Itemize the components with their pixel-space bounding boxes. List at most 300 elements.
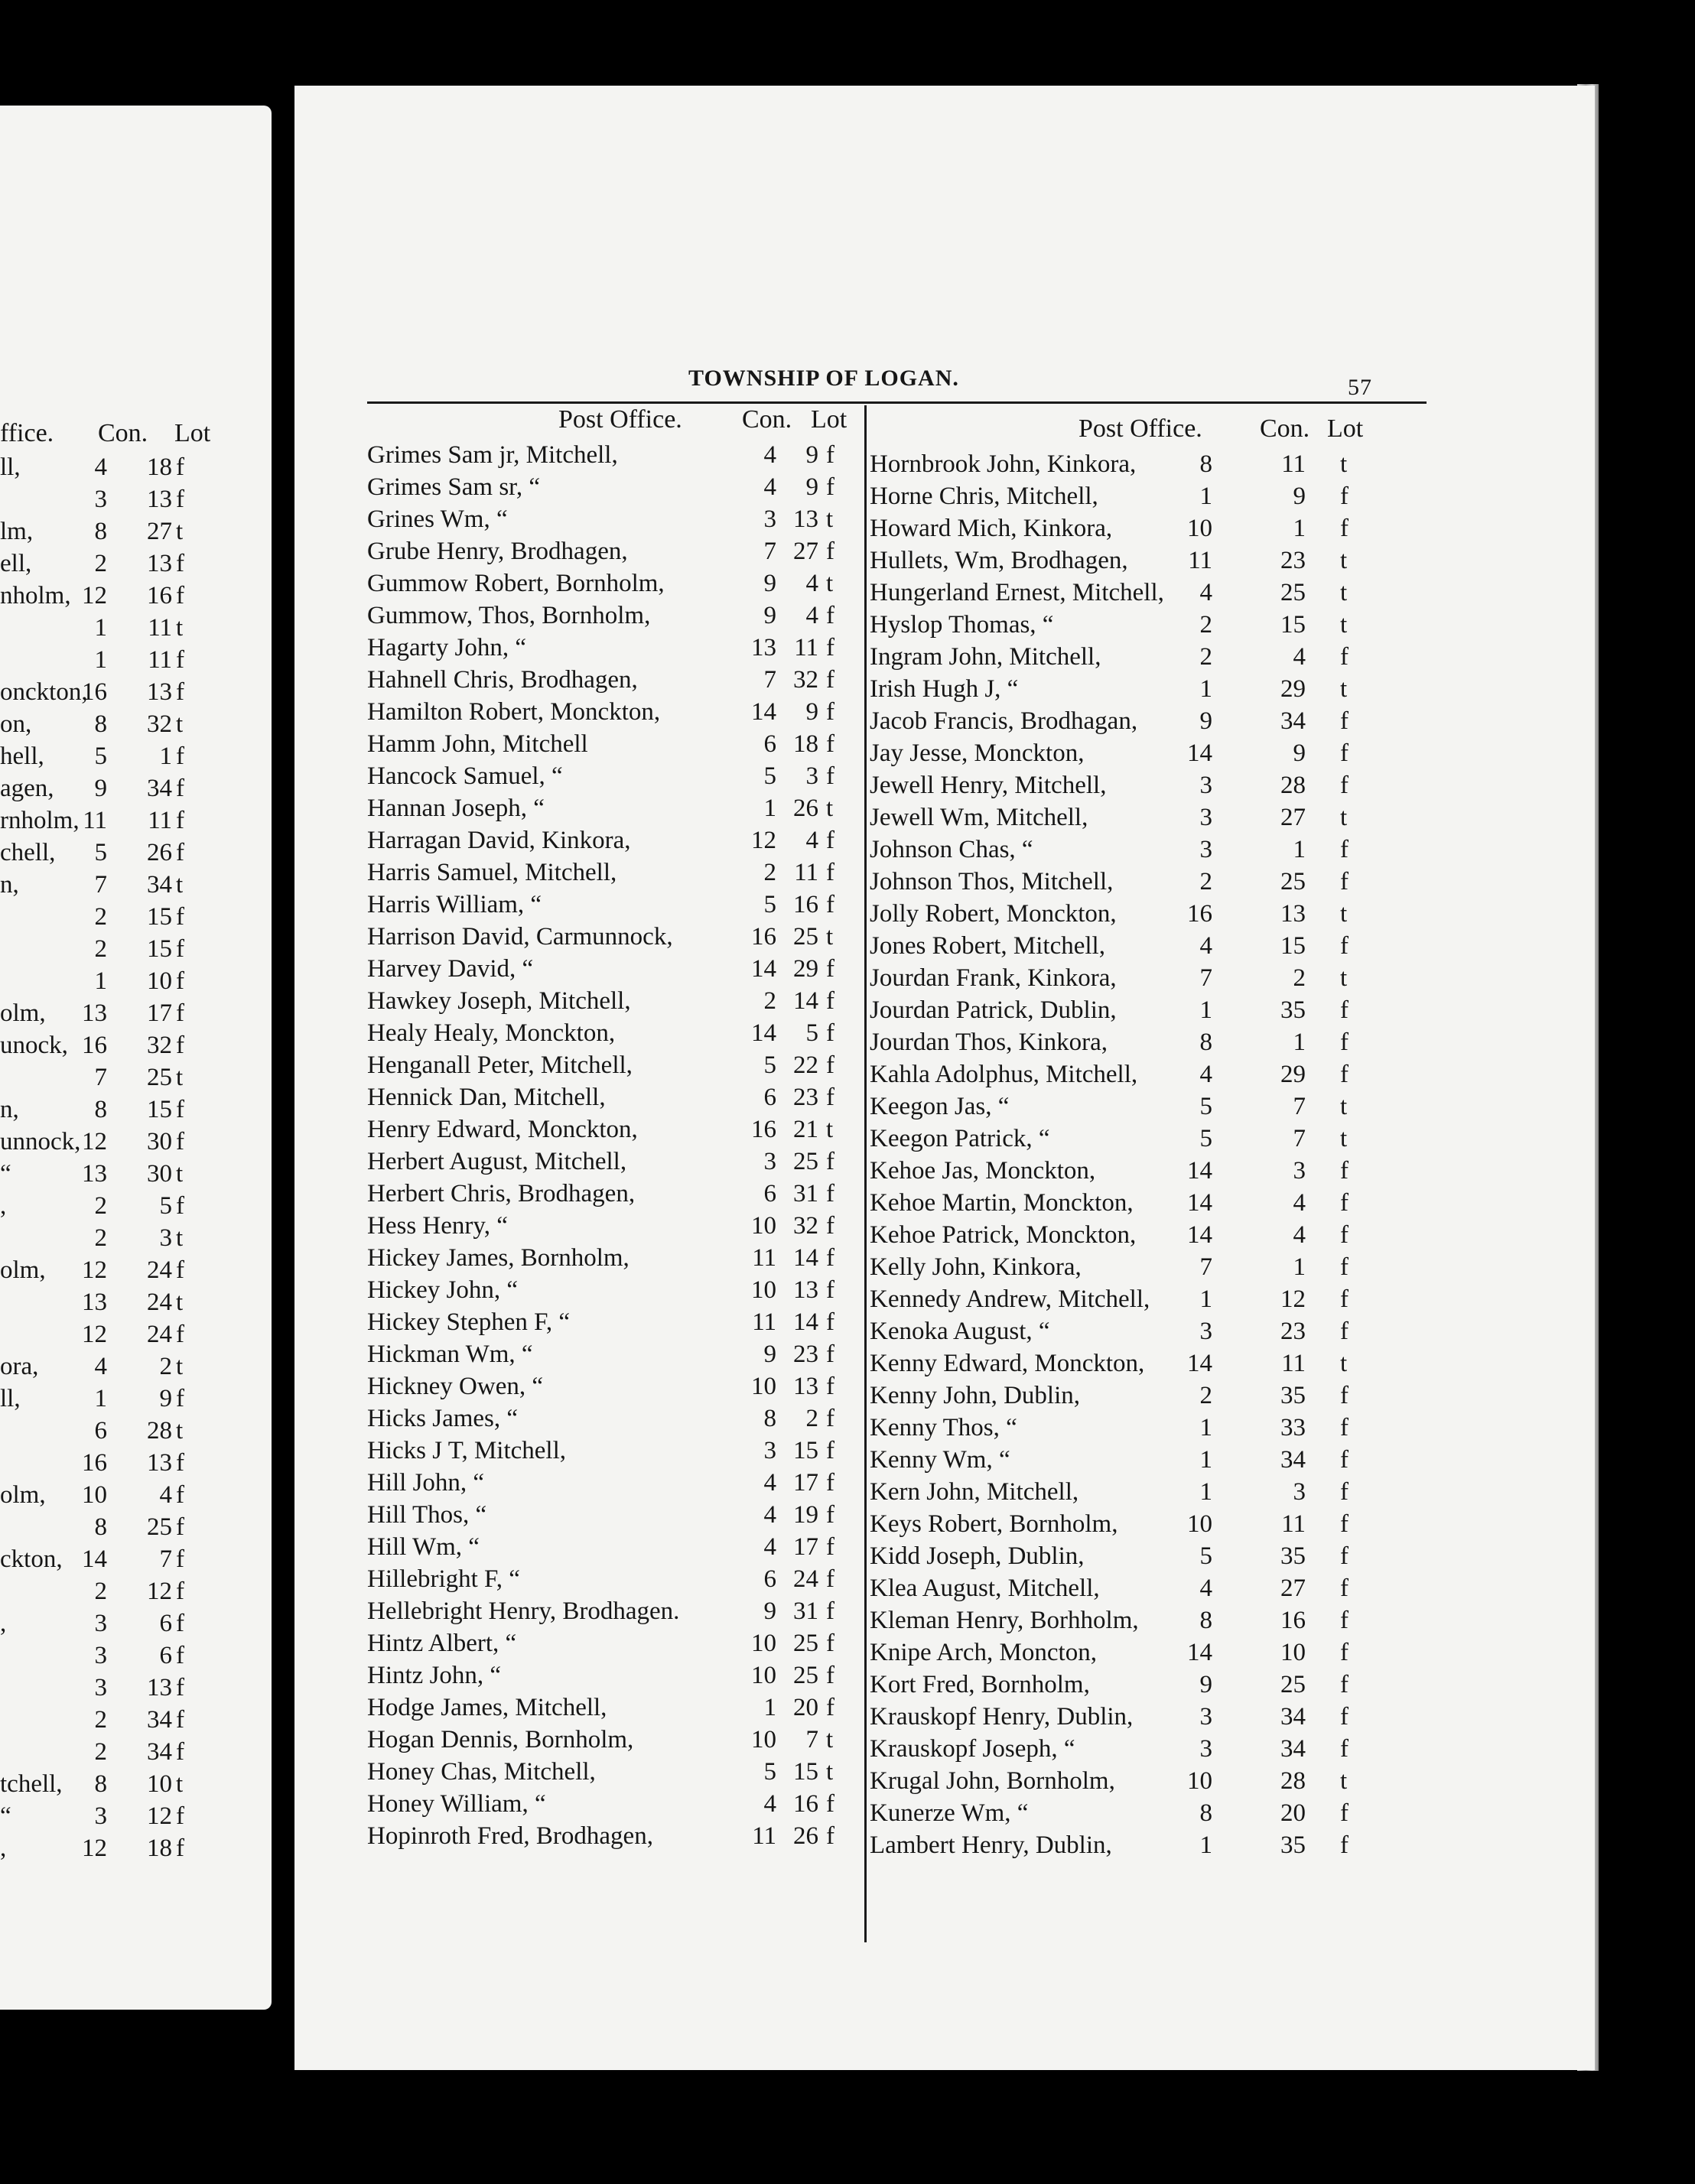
status-cell: t (1340, 804, 1348, 831)
status-cell: f (826, 1276, 834, 1304)
lot-cell: 9 (1293, 739, 1306, 767)
lot-cell: 1 (159, 743, 172, 770)
con-cell: 5 (94, 839, 107, 866)
name-cell: Hess Henry, “ (367, 1212, 508, 1240)
lot-cell: 24 (147, 1289, 172, 1316)
lot-cell: 17 (147, 999, 172, 1027)
name-cell: olm, (0, 999, 46, 1027)
con-cell: 2 (94, 935, 107, 963)
lot-cell: 33 (1280, 1414, 1306, 1441)
lot-cell: 15 (147, 1096, 172, 1123)
name-cell: Honey Chas, Mitchell, (367, 1758, 596, 1786)
lot-cell: 16 (793, 1790, 818, 1818)
con-cell: 3 (1199, 1735, 1212, 1763)
name-cell: Horne Chris, Mitchell, (870, 483, 1098, 510)
lot-cell: 6 (159, 1642, 172, 1669)
name-cell: , (0, 1192, 7, 1220)
name-cell: unnock, (0, 1128, 81, 1155)
name-cell: Harris Samuel, Mitchell, (367, 859, 617, 886)
lot-cell: 3 (159, 1224, 172, 1252)
list-item (870, 1283, 1420, 1315)
status-cell: f (1340, 772, 1349, 799)
status-cell: f (826, 1822, 834, 1850)
con-cell: 10 (1187, 1767, 1212, 1795)
lot-cell: 10 (147, 1770, 172, 1798)
status-cell: f (1340, 996, 1349, 1024)
con-cell: 6 (763, 1565, 776, 1593)
lot-cell: 17 (793, 1533, 818, 1561)
con-cell: 12 (82, 1128, 107, 1155)
status-cell: f (1340, 1799, 1349, 1827)
status-cell: f (176, 1385, 184, 1412)
status-cell: t (1340, 900, 1348, 928)
list-item (367, 824, 864, 856)
lot-cell: 34 (147, 871, 172, 899)
name-cell: Hillebright F, “ (367, 1565, 520, 1593)
con-cell: 10 (751, 1276, 776, 1304)
list-item (367, 856, 864, 889)
list-item (367, 985, 864, 1017)
status-cell: t (176, 1224, 184, 1252)
name-cell: Hogan Dennis, Bornholm, (367, 1726, 634, 1753)
status-cell: f (826, 602, 834, 629)
list-item (0, 1222, 272, 1254)
name-cell: Kenny Wm, “ (870, 1446, 1010, 1474)
list-item (870, 1219, 1420, 1251)
con-cell: 14 (1187, 1157, 1212, 1185)
lot-cell: 32 (147, 1032, 172, 1059)
status-cell: f (826, 666, 834, 694)
lot-cell: 23 (1280, 547, 1306, 574)
lot-cell: 27 (793, 538, 818, 565)
status-cell: t (826, 505, 834, 533)
status-cell: t (176, 710, 184, 738)
name-cell: Jewell Henry, Mitchell, (870, 772, 1107, 799)
status-cell: f (826, 634, 834, 661)
name-cell: Keys Robert, Bornholm, (870, 1510, 1118, 1538)
lot-cell: 13 (793, 505, 818, 533)
list-item (870, 448, 1420, 480)
list-item (367, 1531, 864, 1563)
name-cell: Kelly John, Kinkora, (870, 1253, 1082, 1281)
status-cell: f (1340, 932, 1349, 960)
lot-cell: 1 (1293, 1253, 1306, 1281)
con-cell: 9 (763, 602, 776, 629)
name-cell: Kern John, Mitchell, (870, 1478, 1079, 1506)
lot-cell: 1 (1293, 836, 1306, 863)
list-item (0, 1061, 272, 1094)
con-cell: 1 (1199, 1446, 1212, 1474)
list-item (870, 577, 1420, 609)
status-cell: f (176, 646, 184, 674)
con-cell: 4 (1199, 932, 1212, 960)
name-cell: Healy Healy, Monckton, (367, 1019, 616, 1047)
name-cell: Grimes Sam jr, Mitchell, (367, 441, 618, 469)
con-cell: 8 (94, 1770, 107, 1798)
name-cell: Jourdan Patrick, Dublin, (870, 996, 1117, 1024)
con-cell: 7 (1199, 964, 1212, 992)
list-item (367, 1274, 864, 1306)
lot-cell: 15 (1280, 932, 1306, 960)
con-cell: 9 (1199, 1671, 1212, 1698)
name-cell: olm, (0, 1481, 46, 1509)
con-cell: 7 (94, 1064, 107, 1091)
status-cell: f (1340, 1831, 1349, 1859)
list-item (870, 1315, 1420, 1347)
status-cell: f (1340, 1221, 1349, 1249)
status-cell: f (826, 698, 834, 726)
con-cell: 16 (82, 1449, 107, 1477)
list-item (0, 1575, 272, 1607)
con-cell: 3 (1199, 836, 1212, 863)
lot-cell: 10 (1280, 1639, 1306, 1666)
con-cell: 4 (94, 1353, 107, 1380)
status-cell: f (1340, 1607, 1349, 1634)
con-cell: 10 (751, 1630, 776, 1657)
status-cell: f (826, 1373, 834, 1400)
list-item (870, 544, 1420, 577)
con-cell: 4 (1199, 1061, 1212, 1088)
status-cell: t (826, 1758, 834, 1786)
status-cell: f (176, 967, 184, 995)
list-item (0, 483, 272, 515)
lot-cell: 7 (1293, 1125, 1306, 1152)
name-cell: Jones Robert, Mitchell, (870, 932, 1105, 960)
lot-cell: 29 (1280, 675, 1306, 703)
list-item (367, 921, 864, 953)
con-cell: 1 (1199, 996, 1212, 1024)
con-cell: 11 (1188, 547, 1212, 574)
list-item (367, 439, 864, 471)
con-cell: 9 (763, 570, 776, 597)
name-cell: chell, (0, 839, 56, 866)
con-cell: 10 (82, 1481, 107, 1509)
lot-cell: 22 (793, 1051, 818, 1079)
con-cell: 12 (82, 1321, 107, 1348)
lot-cell: 24 (147, 1321, 172, 1348)
list-item (367, 1435, 864, 1467)
con-cell: 13 (82, 1289, 107, 1316)
list-item (367, 600, 864, 632)
lot-cell: 2 (159, 1353, 172, 1380)
con-cell: 5 (763, 891, 776, 918)
lot-cell: 23 (1280, 1318, 1306, 1345)
con-cell: 14 (82, 1545, 107, 1573)
lot-cell: 15 (147, 935, 172, 963)
lot-cell: 13 (1280, 900, 1306, 928)
name-cell: Grimes Sam sr, “ (367, 473, 540, 501)
con-cell: 8 (94, 710, 107, 738)
list-item (870, 512, 1420, 544)
list-item (367, 535, 864, 567)
name-cell: Jewell Wm, Mitchell, (870, 804, 1088, 831)
name-cell: Grube Henry, Brodhagen, (367, 538, 628, 565)
left-col-post-office-header: ffice. (0, 419, 54, 447)
status-cell: f (826, 955, 834, 983)
col2-con-header: Con. (1260, 414, 1310, 443)
list-item (0, 1640, 272, 1672)
name-cell: Hickey John, “ (367, 1276, 519, 1304)
list-item (367, 889, 864, 921)
name-cell: Kort Fred, Bornholm, (870, 1671, 1090, 1698)
con-cell: 3 (94, 1674, 107, 1701)
left-col-con-header: Con. (98, 419, 148, 447)
lot-cell: 9 (805, 441, 818, 469)
status-cell: f (826, 1790, 834, 1818)
name-cell: Hickey Stephen F, “ (367, 1308, 570, 1336)
name-cell: Hopinroth Fred, Brodhagen, (367, 1822, 653, 1850)
status-cell: t (826, 1726, 834, 1753)
name-cell: Grines Wm, “ (367, 505, 508, 533)
status-cell: f (1340, 1671, 1349, 1698)
status-cell: f (176, 1096, 184, 1123)
name-cell: Henry Edward, Monckton, (367, 1116, 638, 1143)
list-item (367, 1788, 864, 1820)
lot-cell: 3 (1293, 1478, 1306, 1506)
status-cell: f (826, 1501, 834, 1529)
lot-cell: 15 (1280, 611, 1306, 639)
list-item (0, 869, 272, 901)
name-cell: Hintz Albert, “ (367, 1630, 517, 1657)
status-cell: f (826, 473, 834, 501)
status-cell: f (826, 762, 834, 790)
con-cell: 16 (751, 923, 776, 951)
con-cell: 5 (94, 743, 107, 770)
list-item (870, 1187, 1420, 1219)
con-cell: 1 (94, 614, 107, 642)
lot-cell: 4 (805, 602, 818, 629)
lot-cell: 15 (793, 1758, 818, 1786)
name-cell: Kenoka August, “ (870, 1318, 1050, 1345)
lot-cell: 27 (1280, 1575, 1306, 1602)
list-item (870, 1058, 1420, 1090)
name-cell: Harrison David, Carmunnock, (367, 923, 673, 951)
status-cell: f (176, 1674, 184, 1701)
name-cell: rnholm, (0, 807, 80, 834)
lot-cell: 4 (1293, 643, 1306, 671)
con-cell: 3 (1199, 1318, 1212, 1345)
status-cell: t (1340, 964, 1348, 992)
lot-cell: 19 (793, 1501, 818, 1529)
list-item (367, 1049, 864, 1081)
con-cell: 8 (1199, 1607, 1212, 1634)
status-cell: t (176, 1289, 184, 1316)
lot-cell: 26 (793, 795, 818, 822)
con-cell: 10 (751, 1373, 776, 1400)
status-cell: f (1340, 836, 1349, 863)
lot-cell: 34 (1280, 707, 1306, 735)
list-item (0, 1158, 272, 1190)
name-cell: Jacob Francis, Brodhagan, (870, 707, 1138, 735)
con-cell: 7 (763, 538, 776, 565)
lot-cell: 7 (1293, 1093, 1306, 1120)
status-cell: f (826, 1212, 834, 1240)
list-item (0, 580, 272, 612)
con-cell: 13 (82, 1160, 107, 1188)
list-item (870, 898, 1420, 930)
lot-cell: 10 (147, 967, 172, 995)
list-item (870, 1540, 1420, 1572)
lot-cell: 13 (793, 1276, 818, 1304)
lot-cell: 9 (1293, 483, 1306, 510)
con-cell: 3 (763, 505, 776, 533)
list-item (0, 1607, 272, 1640)
lot-cell: 13 (147, 1449, 172, 1477)
name-cell: Hamilton Robert, Monckton, (367, 698, 661, 726)
book-gutter (268, 84, 298, 2072)
con-cell: 16 (82, 1032, 107, 1059)
status-cell: f (176, 486, 184, 513)
list-item (870, 1412, 1420, 1444)
list-item (870, 641, 1420, 673)
status-cell: t (176, 1064, 184, 1091)
con-cell: 14 (751, 1019, 776, 1047)
lot-cell: 15 (147, 903, 172, 931)
lot-cell: 21 (793, 1116, 818, 1143)
lot-cell: 24 (793, 1565, 818, 1593)
lot-cell: 9 (805, 473, 818, 501)
lot-cell: 25 (1280, 579, 1306, 606)
list-item (0, 1543, 272, 1575)
name-cell: Johnson Thos, Mitchell, (870, 868, 1114, 895)
list-item (367, 632, 864, 664)
list-item (870, 1347, 1420, 1380)
name-cell: Kahla Adolphus, Mitchell, (870, 1061, 1138, 1088)
con-cell: 2 (1199, 868, 1212, 895)
status-cell: f (826, 1469, 834, 1497)
list-item (367, 1146, 864, 1178)
page-number: 57 (1348, 375, 1372, 400)
name-cell: Harvey David, “ (367, 955, 534, 983)
status-cell: f (1340, 1189, 1349, 1217)
lot-cell: 3 (1293, 1157, 1306, 1185)
column-divider (864, 405, 867, 1942)
status-cell: f (1340, 483, 1349, 510)
name-cell: Harris William, “ (367, 891, 542, 918)
lot-cell: 12 (1280, 1285, 1306, 1313)
lot-cell: 11 (148, 646, 172, 674)
list-item (0, 772, 272, 804)
list-item (870, 1829, 1420, 1861)
con-cell: 14 (1187, 1221, 1212, 1249)
list-item (870, 866, 1420, 898)
status-cell: t (1340, 579, 1348, 606)
status-cell: f (1340, 1703, 1349, 1731)
status-cell: f (826, 1308, 834, 1336)
lot-cell: 32 (793, 666, 818, 694)
con-cell: 11 (752, 1822, 776, 1850)
name-cell: Gummow Robert, Bornholm, (367, 570, 665, 597)
list-item (870, 1026, 1420, 1058)
con-cell: 3 (1199, 804, 1212, 831)
list-item (367, 953, 864, 985)
status-cell: f (176, 935, 184, 963)
list-item (367, 503, 864, 535)
con-cell: 10 (751, 1212, 776, 1240)
lot-cell: 11 (794, 634, 818, 661)
status-cell: f (1340, 1510, 1349, 1538)
con-cell: 12 (82, 1835, 107, 1862)
con-cell: 11 (83, 807, 107, 834)
list-item (0, 933, 272, 965)
lot-cell: 20 (1280, 1799, 1306, 1827)
list-item (367, 1563, 864, 1595)
name-cell: Hawkey Joseph, Mitchell, (367, 987, 631, 1015)
list-item (870, 834, 1420, 866)
name-cell: Herbert Chris, Brodhagen, (367, 1180, 636, 1207)
list-item (367, 1210, 864, 1242)
lot-cell: 11 (1281, 1510, 1306, 1538)
name-cell: Hancock Samuel, “ (367, 762, 563, 790)
status-cell: f (176, 1032, 184, 1059)
con-cell: 3 (94, 486, 107, 513)
list-item (0, 1318, 272, 1350)
name-cell: nholm, (0, 582, 71, 609)
status-cell: t (1340, 1093, 1348, 1120)
name-cell: Kidd Joseph, Dublin, (870, 1542, 1085, 1570)
name-cell: Hagarty John, “ (367, 634, 527, 661)
lot-cell: 7 (805, 1726, 818, 1753)
status-cell: t (176, 1160, 184, 1188)
col1-post-office-header: Post Office. (558, 405, 682, 434)
con-cell: 2 (763, 859, 776, 886)
name-cell: ell, (0, 550, 32, 577)
con-cell: 3 (763, 1148, 776, 1175)
lot-cell: 16 (147, 582, 172, 609)
name-cell: Hill John, “ (367, 1469, 485, 1497)
status-cell: f (826, 1341, 834, 1368)
lot-cell: 31 (793, 1597, 818, 1625)
list-item (367, 1113, 864, 1146)
name-cell: Keegon Jas, “ (870, 1093, 1010, 1120)
con-cell: 4 (763, 473, 776, 501)
status-cell: f (176, 1513, 184, 1541)
lot-cell: 1 (1293, 1029, 1306, 1056)
list-item (367, 728, 864, 760)
con-cell: 14 (751, 698, 776, 726)
lot-cell: 23 (793, 1341, 818, 1368)
lot-cell: 25 (793, 1148, 818, 1175)
lot-cell: 26 (147, 839, 172, 866)
con-cell: 14 (1187, 1350, 1212, 1377)
lot-cell: 5 (805, 1019, 818, 1047)
col1-lot-header: Lot (811, 405, 848, 434)
con-cell: 1 (94, 1385, 107, 1412)
con-cell: 2 (94, 550, 107, 577)
lot-cell: 35 (1280, 996, 1306, 1024)
list-item (367, 1724, 864, 1756)
list-item (367, 1178, 864, 1210)
status-cell: t (1340, 450, 1348, 478)
list-item (367, 1081, 864, 1113)
col2-post-office-header: Post Office. (1078, 414, 1202, 443)
lot-cell: 2 (1293, 964, 1306, 992)
con-cell: 8 (94, 1513, 107, 1541)
con-cell: 4 (94, 453, 107, 481)
con-cell: 8 (763, 1405, 776, 1432)
lot-cell: 29 (793, 955, 818, 983)
status-cell: t (176, 1353, 184, 1380)
lot-cell: 25 (1280, 868, 1306, 895)
status-cell: t (176, 1417, 184, 1445)
con-cell: 1 (763, 1694, 776, 1721)
status-cell: f (1340, 1382, 1349, 1409)
name-cell: Gummow, Thos, Bornholm, (367, 602, 651, 629)
name-cell: Kennedy Andrew, Mitchell, (870, 1285, 1150, 1313)
name-cell: ora, (0, 1353, 39, 1380)
status-cell: f (1340, 1446, 1349, 1474)
status-cell: f (826, 859, 834, 886)
